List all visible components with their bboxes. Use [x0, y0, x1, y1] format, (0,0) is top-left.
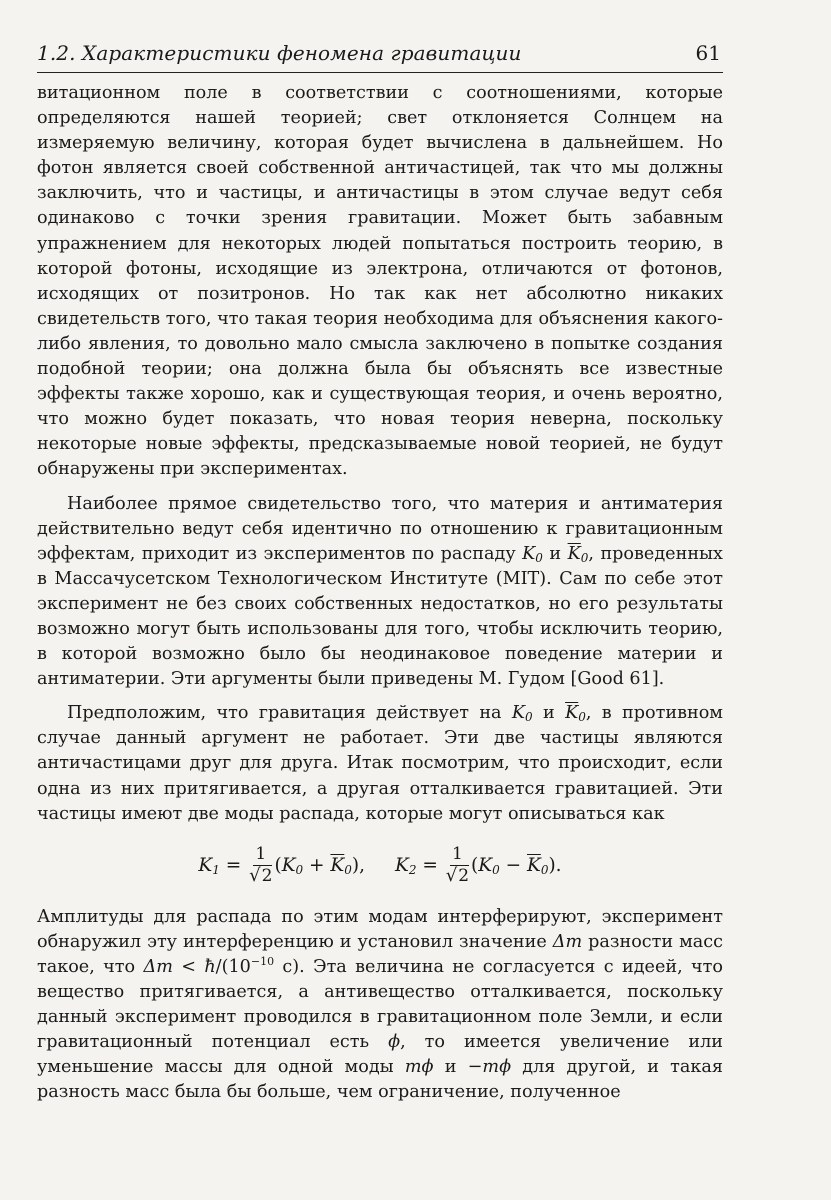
one-over-sqrt2: $\frac{1}{√2}$	[249, 843, 273, 886]
phi-symbol: ϕ	[388, 1032, 401, 1053]
delta-m: Δm	[143, 956, 173, 977]
paragraph-continuation: витационном поле в соответствии с соотношениями, которые определяются нашей теорией; свет отклоняется Солнцем на измеряемую величину, которая будет вычислена в дальнейшем. Но фотон является своей собственной античастицей, так что мы должны заключить, что и частицы, и античастицы в этом случае ведут себя одинаково с точки зрения гравитации. Может быть забавным упражнением для некоторых людей попытаться построить теорию, в которой фотоны, исходящие из электрона, отличаются от фотонов, исходящих от позитронов. Но так как нет абсолютно никаких свидетельств того, что такая теория необходима для объяснения какого-либо явления, то довольно мало смысла заключено в попытке создания подобной теории; она должна была бы объяснять все известные эффекты также хорошо, как и существующая теория, и очень вероятно, что можно будет показать, что новая теория неверна, поскольку некоторые новые эффекты, предсказываемые новой теорией, не будут обнаружены при экспериментах.	[37, 83, 723, 480]
delta-m: Δm	[552, 931, 583, 952]
hbar: ħ	[204, 956, 216, 977]
m-phi: mϕ	[404, 1057, 434, 1078]
decay-modes-equation: $K_1$ = $\frac{1}{√2}$ ( $K_0$ + $\overline{K}_0$ ), $K_2$ = $\frac{1}{√2}$ ( $K_0$ − $\overline{K}_0$ ).	[198, 843, 562, 886]
k0-bar-symbol: $\overline{K}_0$	[565, 703, 586, 725]
minus-m-phi: −mϕ	[467, 1057, 512, 1078]
page-header	[37, 38, 723, 73]
text: , проведенных в Массачусетском Технологическом Институте (MIT). Сам по себе этот эксперимент не без своих собственных недостатков, но его результаты возможно могут быть использованы для того, чтобы исключить теорию, в которой возможно было бы неодинаковое поведение материи и антиматерии. Эти аргументы были приведены М. Гудом [Good 61].	[37, 543, 723, 690]
page-number: 61	[695, 41, 721, 65]
paragraph-suppose: Предположим, что гравитация действует на $K_0$ и $\overline{K}_0$, в противном случае данный аргумент не работает. Эти две частицы являются античастицами друг для друга. Итак посмотрим, что происходит, если одна из них притягивается, а другая отталкивается гравитацией. Эти частицы имеют две моды распада, которые могут описываться как	[37, 703, 723, 824]
body-text	[37, 81, 723, 1105]
k2-symbol: $K_2$	[395, 855, 417, 878]
paragraph-mit-experiment: Наиболее прямое свидетельство того, что материя и антиматерия действительно ведут себя идентично по отношению к гравитационным эффектам, приходит из экспериментов по распаду $K_0$ и $\overline{K}_0$, проведенных в Массачусетском Технологическом Институте (MIT). Сам по себе этот эксперимент не без своих собственных недостатков, но его результаты возможно могут быть использованы для того, чтобы исключить теорию, в которой возможно было бы неодинаковое поведение материи и антиматерии. Эти аргументы были приведены М. Гудом [Good 61].	[37, 493, 723, 690]
one-over-sqrt2: $\frac{1}{√2}$	[445, 843, 470, 886]
running-head: 1.2. Характеристики феномена гравитации	[37, 41, 522, 65]
paragraph-amplitudes: Амплитуды для распада по этим модам интерферируют, эксперимент обнаружил эту интерференцию и установил значение Δm разности масс такое, что $\Delta m < ħ/(10^{-10}$ с). Эта величина не согласуется с идеей, что вещество притягивается, а антивещество отталкивается, поскольку данный эксперимент проводился в гравитационном поле Земли, и если гравитационный потенциал есть ϕ, то имеется увеличение или уменьшение массы для одной моды mϕ и −mϕ для другой, и такая разность масс была бы больше, чем ограничение, полученное	[37, 906, 724, 1103]
k0-symbol: $K_0$	[522, 543, 543, 565]
k0-symbol: $K_0$	[511, 703, 533, 725]
k0-bar-symbol: $\overline{K}_0$	[567, 543, 589, 565]
k1-symbol: $K_1$	[198, 855, 220, 878]
text: Наиболее прямое свидетельство того, что материя и антиматерия действительно ведут себя идентично по отношению к гравитационным эффектам, приходит из экспериментов по распаду	[37, 493, 723, 564]
